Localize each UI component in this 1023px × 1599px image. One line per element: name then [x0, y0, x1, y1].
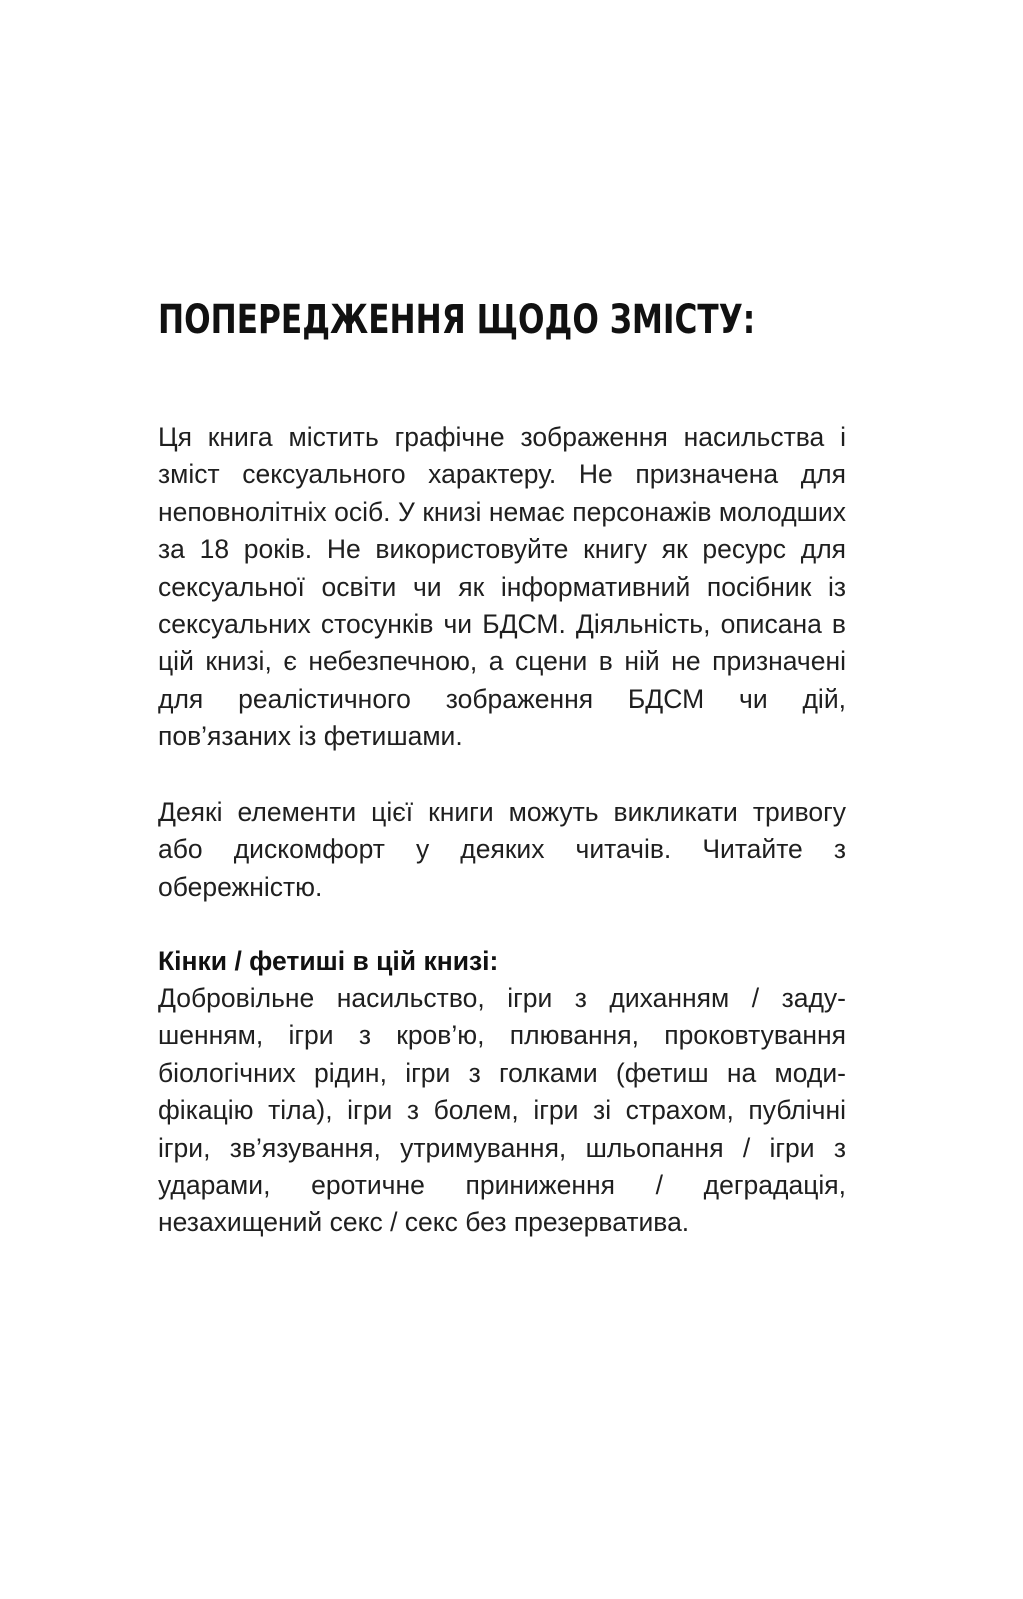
page-title: ПОПЕРЕДЖЕННЯ ЩОДО ЗМІСТУ: [158, 297, 756, 343]
intro-paragraph: Ця книга містить графічне зображення насильства і зміст сексуального характеру. Не призначена для неповнолітніх осіб. У книзі немає персонажів молодших за 18 років. Не використовуйте книгу як ресурс для сексуальної освіти чи як інформативний посібник із сексуальних стосунків чи БДСМ. Діяльність, описана в цій книзі, є небезпечною, а сцени в ній не призначені для реалістичного зображення БДСМ чи дій, пов’язаних із фетишами. [158, 422, 846, 752]
book-page [158, 0, 846, 1599]
kinks-heading: Кінки / фетиші в цій книзі: [158, 946, 499, 976]
kinks-list-paragraph: Добровільне насильство, ігри з диханням / задушенням, ігри з кров’ю, плювання, проковтування біологічних рідин, ігри з голками (фетиш на модифікацію тіла), ігри з болем, ігри зі страхом, публічні ігри, зв’язування, утримування, шльопання / ігри з ударами, еротичне приниження / деградація, незахищений секс / секс без презерватива. [158, 983, 846, 1238]
caution-paragraph: Деякі елементи цієї книги можуть викликати тривогу або дискомфорт у деяких читачів. Читайте з обережністю. [158, 797, 846, 902]
